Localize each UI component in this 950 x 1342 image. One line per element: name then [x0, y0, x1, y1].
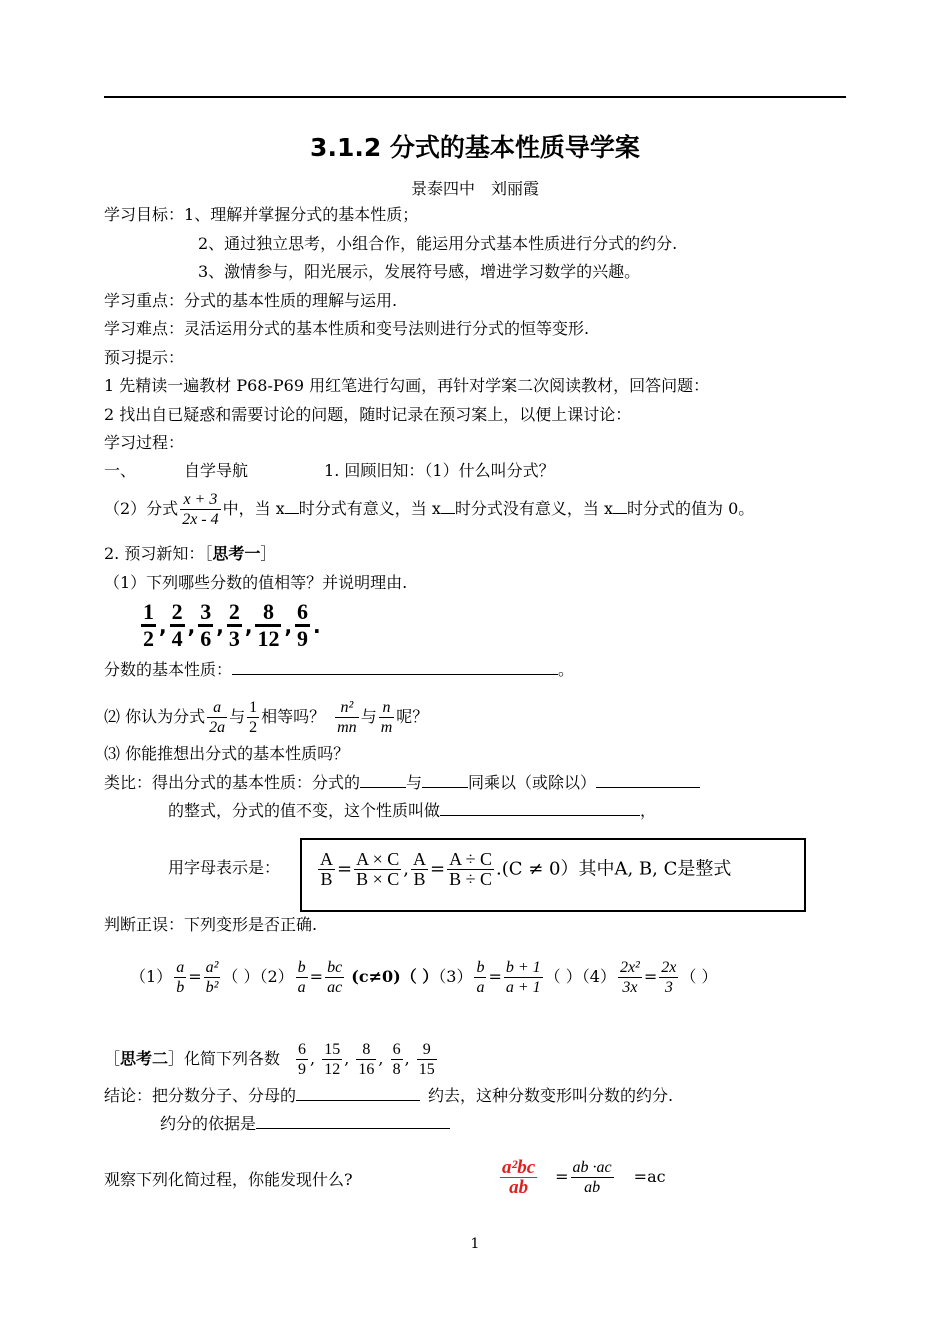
formula: $\frac{A}{B}$ = $\frac{A \times C}{B \times C}$ , $\frac{A}{B}$ = $\frac{A \div C}{B \div C}$ .(C ≠ 0）其中A, B, C是整式: [320, 849, 732, 889]
goals-label: 学习目标：: [104, 205, 185, 224]
answer-paren[interactable]: （ ）: [400, 967, 439, 986]
page-number: 1: [470, 1236, 480, 1252]
fraction: $\frac{1}{2}$: [249, 699, 258, 736]
judge-title: 判断正误：下列变形是否正确.: [104, 915, 318, 934]
judge-items: （1） $\frac{a}{b}$ = $\frac{\text{a²}}{\text{b²}}$ （ ）（2） $\frac{b}{a}$ = $\frac{bc}{ac}$ (c≠0)（ ）（3） $\frac{b}{a}$ = $\frac{b + 1}{a + 1}$ （ ）（4） $\frac{\text{2x²}}{3x}$ = $\frac{2x}{3}$ （ ）: [130, 959, 718, 996]
section-1-name: 自学导航: [184, 461, 249, 480]
fraction: $\frac{a}{2a}$: [209, 699, 226, 736]
fraction: $\frac{3}{6}$: [200, 599, 212, 651]
fraction: $\frac{b + 1}{a + 1}$: [505, 959, 541, 996]
fraction: $\frac{2}{3}$: [228, 599, 240, 651]
review-question: 1. 回顾旧知：（1）什么叫分式？: [324, 461, 555, 480]
answer-blank[interactable]: [596, 773, 700, 788]
fraction: $\frac{\text{n²}}{mn}$: [337, 699, 357, 736]
answer-blank[interactable]: [422, 773, 468, 788]
difficulty: 学习难点：灵活运用分式的基本性质和变号法则进行分式的恒等变形.: [104, 319, 590, 338]
preview-tip-1: 1 先精读一遍教材 P68-P69 用红笔进行勾画，再针对学案二次阅读教材，回答问题：: [104, 376, 710, 395]
goal-2: 2、通过独立思考，小组合作，能运用分式基本性质进行分式的约分.: [198, 234, 678, 253]
fraction: $\frac{b}{a}$: [476, 959, 485, 996]
fraction: $\frac{6}{9}$: [297, 599, 309, 651]
think-question-2: ⑵ 你认为分式 $\frac{a}{2a}$ 与 $\frac{1}{2}$ 相等吗？ $\frac{\text{n²}}{mn}$ 与 $\frac{n}{m}$ 呢？: [104, 699, 429, 736]
process-label: 学习过程：: [104, 433, 185, 452]
answer-blank[interactable]: [285, 499, 299, 514]
goal-1: 1、理解并掌握分式的基本性质；: [184, 205, 419, 224]
equal-question: （1）下列哪些分数的值相等？并说明理由.: [104, 573, 408, 592]
answer-blank[interactable]: [360, 773, 406, 788]
new-knowledge: 2. 预习新知：［思考一］: [104, 544, 277, 563]
answer-blank[interactable]: [440, 801, 640, 816]
fraction: $\frac{9}{15}$: [418, 1041, 435, 1078]
observe-formula: $\frac{\text{a²bc}}{ab}$ = $\frac{ab \cdot ac}{ab}$ =ac: [502, 1157, 666, 1198]
fraction: $\frac{8}{12}$: [257, 599, 280, 651]
think-question-3: ⑶ 你能推想出分式的基本性质吗？: [104, 744, 350, 763]
fraction-list: $\frac{1}{2}$ , $\frac{2}{4}$ , $\frac{3}{6}$ , $\frac{2}{3}$ , $\frac{8}{12}$ , $\frac{6}{9}$ .: [143, 599, 321, 651]
fraction: $\frac{8}{16}$: [358, 1041, 375, 1078]
preview-tip-2: 2 找出自已疑惑和需要讨论的问题，随时记录在预习案上，以便上课讨论：: [104, 405, 632, 424]
answer-blank[interactable]: [296, 1086, 420, 1101]
fraction: $\frac{A}{B}$: [320, 849, 333, 889]
fraction: $\frac{\text{a²bc}}{ab}$: [502, 1157, 536, 1198]
basic-property: 分数的基本性质： 。: [104, 660, 575, 679]
fraction: $\frac{a}{b}$: [176, 959, 185, 996]
fraction: $\frac{\text{2x²}}{3x}$: [619, 959, 640, 996]
answer-paren[interactable]: （ ）: [544, 967, 582, 986]
fraction: $\frac{A \div C}{B \div C}$: [449, 849, 492, 889]
fraction: $\frac{2x}{3}$: [661, 959, 677, 996]
preview-label: 预习提示：: [104, 348, 185, 367]
fraction: $\frac{bc}{ac}$: [327, 959, 343, 996]
think-two: ［思考二］化简下列各数 $\frac{6}{9}$ , $\frac{15}{12}$ , $\frac{8}{16}$ , $\frac{6}{8}$ , $\frac{9}{15}$: [104, 1041, 435, 1078]
top-rule: [104, 96, 846, 98]
formula-box: [300, 838, 806, 912]
page-title: 3.1.2 分式的基本性质导学案: [310, 133, 640, 162]
fraction: $\frac{6}{9}$: [298, 1041, 307, 1078]
section-1: [104, 461, 555, 481]
answer-paren[interactable]: （ ）: [680, 967, 718, 986]
answer-blank[interactable]: [232, 660, 558, 675]
fraction: $\frac{2}{4}$: [171, 599, 183, 651]
fraction: $\frac{ab \cdot ac}{ab}$: [572, 1159, 612, 1196]
goals-line-1: [104, 205, 418, 225]
author: 景泰四中 刘丽霞: [410, 179, 539, 198]
fraction: $\frac{A}{B}$: [413, 849, 426, 889]
fraction: $\frac{15}{12}$: [324, 1041, 341, 1078]
goal-3: 3、激情参与，阳光展示，发展符号感，增进学习数学的兴趣。: [198, 262, 641, 281]
conclusion-line-1: 结论：把分数分子、分母的 约去，这种分数变形叫分数的约分.: [104, 1086, 674, 1105]
think-one: 思考一: [212, 544, 261, 563]
answer-blank[interactable]: [441, 499, 455, 514]
observe-text: 观察下列化简过程，你能发现什么?: [104, 1170, 353, 1189]
fraction: $\frac{6}{8}$: [392, 1041, 401, 1078]
fraction: $\frac{n}{m}$: [380, 699, 393, 736]
analogy-line-2: 的整式，分式的值不变，这个性质叫做 ，: [168, 801, 657, 820]
fraction: $\frac{x + 3}{2x - 4}$: [182, 491, 219, 528]
answer-blank[interactable]: [256, 1114, 450, 1129]
key-point: 学习重点：分式的基本性质的理解与运用.: [104, 291, 398, 310]
question-2: （2）分式 $\frac{x + 3}{2x - 4}$ 中，当 x 时分式有意义，当 x 时分式没有意义，当 x 时分式的值为 0。: [104, 491, 755, 528]
fraction: $\frac{\text{a²}}{\text{b²}}$: [205, 959, 219, 996]
answer-blank[interactable]: [613, 499, 627, 514]
fraction: $\frac{b}{a}$: [297, 959, 306, 996]
letters-label: 用字母表示是：: [168, 858, 281, 877]
fraction: $\frac{1}{2}$: [143, 599, 154, 651]
conclusion-line-2: 约分的依据是: [160, 1114, 450, 1134]
answer-paren[interactable]: （ ）: [222, 967, 260, 986]
section-1-num: 一、: [104, 461, 137, 480]
analogy-line-1: 类比：得出分式的基本性质：分式的 与 同乘以（或除以）: [104, 773, 700, 793]
fraction: $\frac{A \times C}{B \times C}$: [356, 849, 400, 889]
